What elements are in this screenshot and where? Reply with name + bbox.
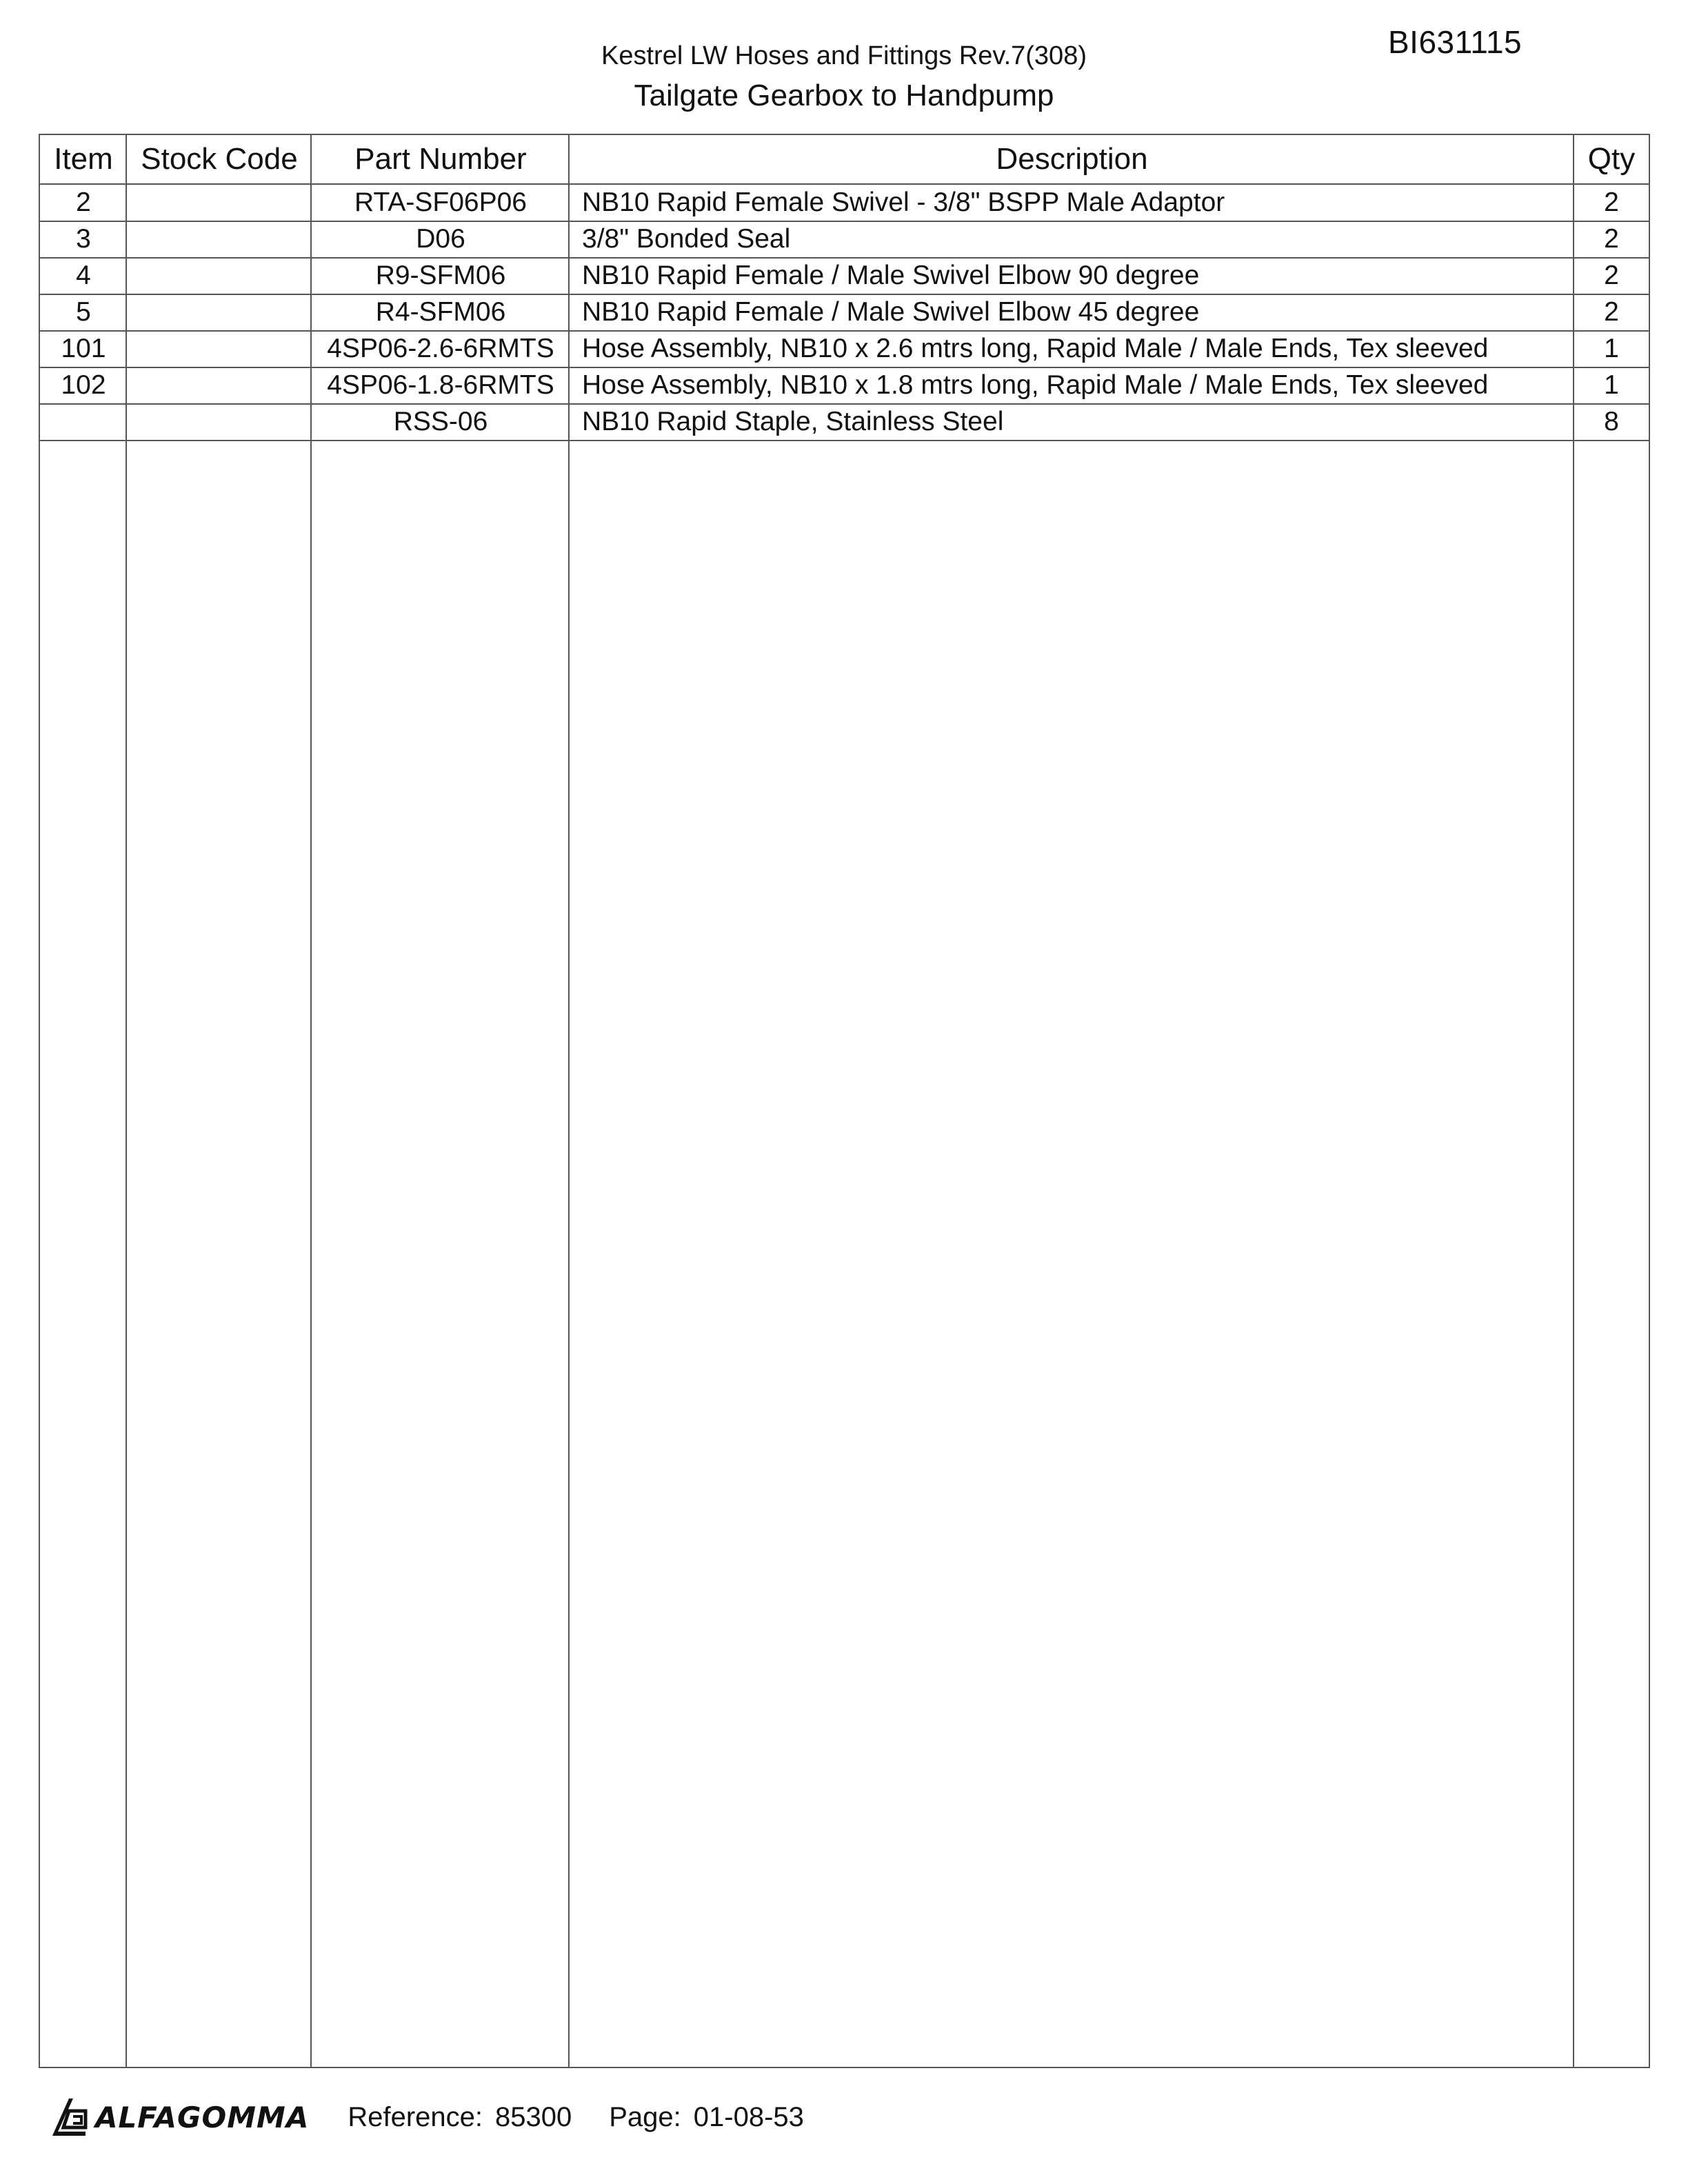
cell-qty: 2 — [1604, 261, 1619, 290]
cell-item — [40, 403, 127, 440]
cell-item: 5 — [76, 297, 91, 327]
page-label: Page: — [609, 2101, 681, 2132]
cell-part-number: RSS-06 — [393, 407, 488, 436]
page-value: 01-08-53 — [693, 2101, 804, 2132]
cell-description: 3/8" Bonded Seal — [582, 224, 791, 254]
logo-wordmark: ALFAGOMMA — [95, 2100, 310, 2134]
table-row — [40, 257, 1649, 294]
cell-qty: 2 — [1604, 224, 1619, 254]
reference-value: 85300 — [495, 2101, 572, 2132]
cell-part-number: 4SP06-2.6-6RMTS — [327, 334, 554, 363]
parts-table — [39, 134, 1650, 2068]
cell-stock-code — [127, 257, 312, 294]
cell-qty: 2 — [1604, 297, 1619, 327]
cell-qty: 1 — [1604, 370, 1619, 400]
cell-description: Hose Assembly, NB10 x 1.8 mtrs long, Rapid Male / Male Ends, Tex sleeved — [582, 370, 1489, 400]
reference-label: Reference: — [348, 2101, 483, 2132]
cell-part-number: 4SP06-1.8-6RMTS — [327, 370, 554, 400]
cell-stock-code — [127, 184, 312, 221]
table-row — [40, 367, 1649, 403]
table-row — [40, 221, 1649, 257]
cell-stock-code — [127, 330, 312, 367]
cell-item: 101 — [61, 334, 106, 363]
table-row — [40, 184, 1649, 221]
cell-part-number: R9-SFM06 — [375, 261, 506, 290]
cell-description: NB10 Rapid Staple, Stainless Steel — [582, 407, 1004, 436]
header-part-number: Part Number — [354, 142, 527, 176]
row-divider — [40, 440, 1649, 441]
cell-description: Hose Assembly, NB10 x 2.6 mtrs long, Rapid Male / Male Ends, Tex sleeved — [582, 334, 1489, 363]
cell-qty: 8 — [1604, 407, 1619, 436]
page-footer — [48, 2093, 804, 2141]
cell-qty: 2 — [1604, 188, 1619, 217]
header-description: Description — [996, 142, 1148, 176]
brand-logo — [48, 2096, 309, 2138]
table-row — [40, 403, 1649, 440]
cell-stock-code — [127, 294, 312, 330]
table-row — [40, 330, 1649, 367]
cell-stock-code — [127, 403, 312, 440]
cell-stock-code — [127, 367, 312, 403]
document-title: Kestrel LW Hoses and Fittings Rev.7(308) — [601, 41, 1087, 70]
header-item: Item — [54, 142, 113, 176]
header-qty: Qty — [1587, 142, 1636, 176]
cell-description: NB10 Rapid Female / Male Swivel Elbow 90 degree — [582, 261, 1200, 290]
cell-item: 4 — [76, 261, 91, 290]
cell-item: 2 — [76, 188, 91, 217]
header-stock-code: Stock Code — [141, 142, 298, 176]
cell-description: NB10 Rapid Female / Male Swivel Elbow 45 degree — [582, 297, 1200, 327]
cell-description: NB10 Rapid Female Swivel - 3/8" BSPP Male Adaptor — [582, 188, 1225, 217]
cell-stock-code — [127, 221, 312, 257]
alfagomma-logo-icon — [48, 2096, 90, 2138]
cell-qty: 1 — [1604, 334, 1619, 363]
cell-item: 102 — [61, 370, 106, 400]
table-row — [40, 294, 1649, 330]
cell-part-number: D06 — [416, 224, 465, 254]
cell-item: 3 — [76, 224, 91, 254]
document-subtitle: Tailgate Gearbox to Handpump — [634, 79, 1054, 112]
document-id: BI631115 — [1388, 24, 1523, 60]
cell-part-number: R4-SFM06 — [375, 297, 506, 327]
cell-part-number: RTA-SF06P06 — [354, 188, 527, 217]
